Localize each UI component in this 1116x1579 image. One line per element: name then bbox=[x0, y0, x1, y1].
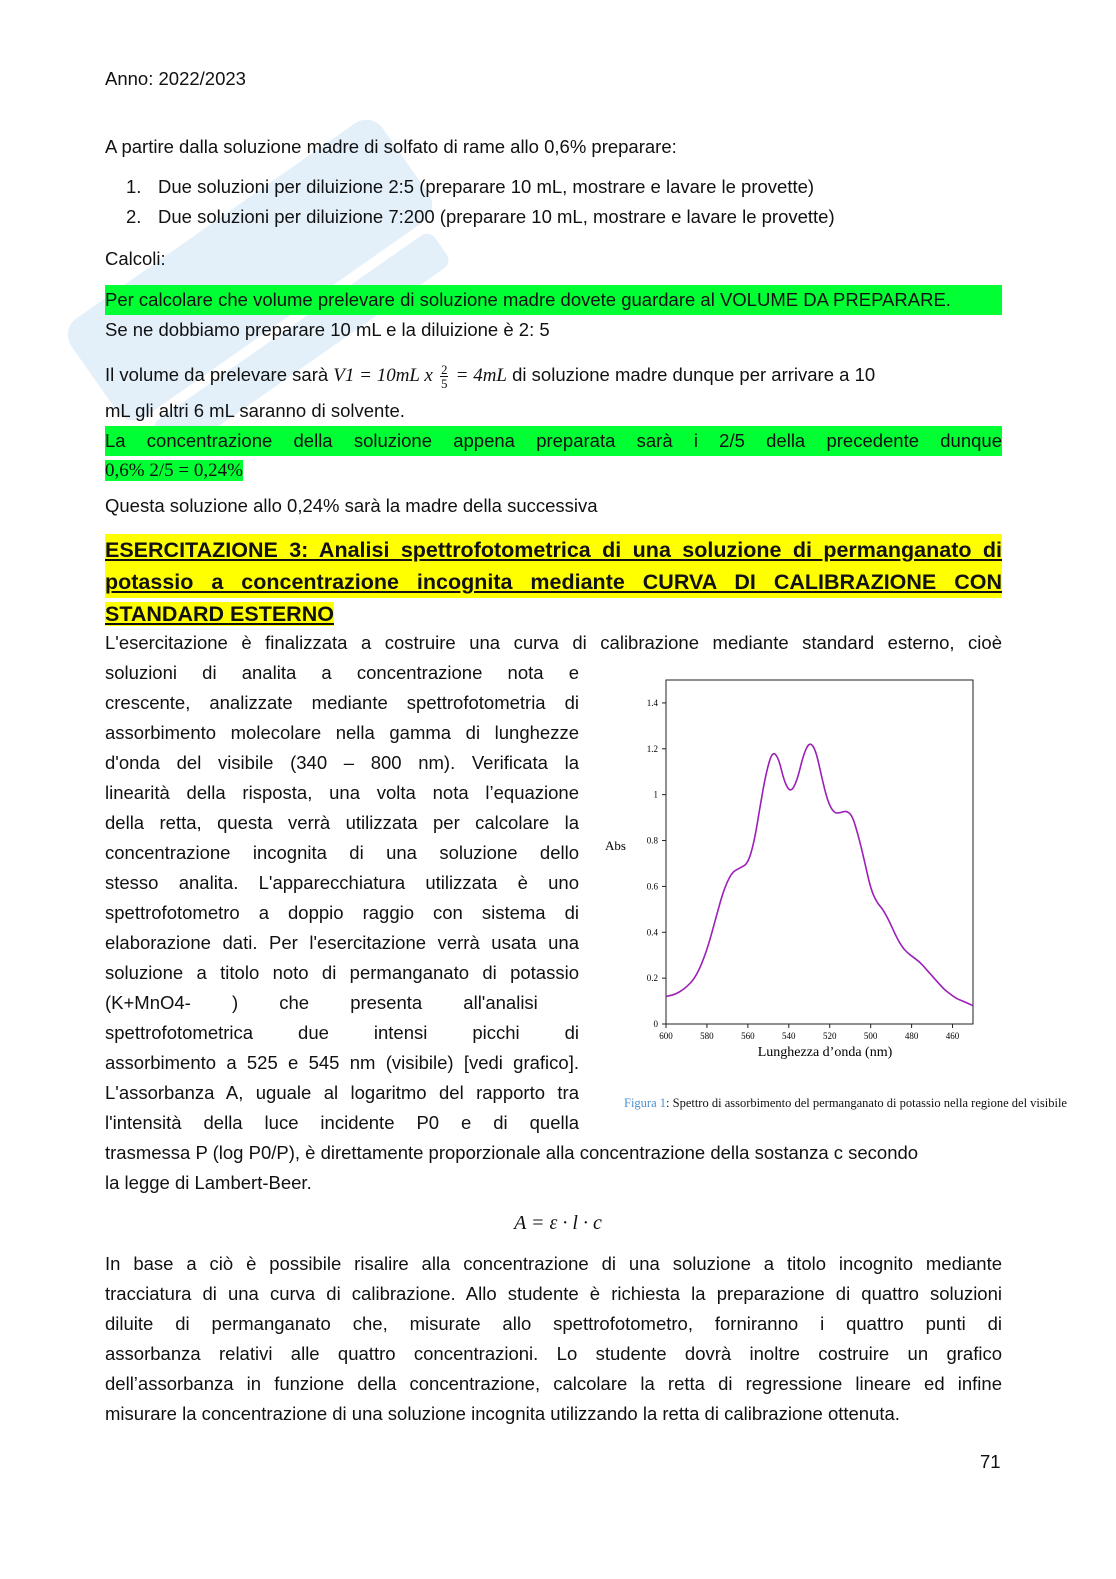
series-line bbox=[666, 744, 973, 1005]
equation-right: = 4mL bbox=[455, 365, 507, 386]
fraction bbox=[440, 363, 449, 390]
x-tick-label: 560 bbox=[741, 1031, 755, 1041]
y-tick-label: 0.6 bbox=[646, 881, 658, 892]
column-line: elaborazione dati. Per l'esercitazione verrà usata una bbox=[105, 932, 579, 953]
x-tick-label: 580 bbox=[700, 1031, 714, 1041]
paragraph2-line: dell’assorbanza in funzione della concentrazione, calcolare la retta di regressione lineare ed infine bbox=[105, 1373, 1002, 1394]
figure-number: Figura 1 bbox=[624, 1096, 667, 1110]
column-line: spettrofotometrica due intensi picchi di bbox=[105, 1022, 579, 1043]
list-item-text: Due soluzioni per diluizione 7:200 (preparare 10 mL, mostrare e lavare le provette) bbox=[158, 206, 835, 227]
y-tick-label: 1.4 bbox=[646, 697, 658, 708]
volume-pre-text: Il volume da prelevare sarà bbox=[105, 364, 329, 385]
column-line: l'intensità della luce incidente P0 e di quella bbox=[105, 1112, 579, 1133]
mother-solution-line: Questa soluzione allo 0,24% sarà la madre della successiva bbox=[105, 495, 598, 516]
fraction-denominator: 5 bbox=[440, 375, 448, 391]
column-line: assorbimento a 525 e 545 nm (visibile) [vedi grafico]. bbox=[105, 1052, 579, 1073]
column-line: L'assorbanza A, uguale al logaritmo del rapporto tra bbox=[105, 1082, 579, 1103]
y-axis-label: Abs bbox=[605, 838, 626, 853]
x-tick-label: 500 bbox=[863, 1031, 878, 1041]
section-heading-line3-text: STANDARD ESTERNO bbox=[105, 602, 334, 626]
plot-frame bbox=[666, 680, 973, 1024]
section-heading-line2: potassio a concentrazione incognita mediante CURVA DI CALIBRAZIONE CON bbox=[105, 566, 1002, 598]
solvent-line: mL gli altri 6 mL saranno di solvente. bbox=[105, 400, 405, 421]
paragraph2-line: diluite di permanganato che, misurate allo spettrofotometro, forniranno i quattro punti di bbox=[105, 1313, 1002, 1334]
list-item-text: Due soluzioni per diluizione 2:5 (preparare 10 mL, mostrare e lavare le provette) bbox=[158, 176, 815, 197]
column-line: della retta, questa verrà utilizzata per calcolare la bbox=[105, 812, 579, 833]
y-tick-label: 0 bbox=[653, 1019, 658, 1029]
column-line: soluzioni di analita a concentrazione nota e bbox=[105, 662, 579, 683]
column-line: spettrofotometro a doppio raggio con sistema di bbox=[105, 902, 579, 923]
list-item bbox=[126, 172, 815, 202]
list-item-number: 1. bbox=[126, 176, 142, 197]
x-axis-label: Lunghezza d’onda (nm) bbox=[757, 1045, 893, 1060]
equation-left: V1 = 10mL x bbox=[333, 365, 433, 386]
page-number: 71 bbox=[980, 1451, 1001, 1472]
y-tick-label: 0.2 bbox=[646, 973, 658, 984]
list-item-number: 2. bbox=[126, 206, 142, 227]
x-tick-label: 520 bbox=[822, 1031, 837, 1041]
paragraph2-line: assorbanza relativi alle quattro concentrazioni. Lo studente dovrà inoltre costruire un grafico bbox=[105, 1343, 1002, 1364]
fraction-numerator: 2 bbox=[440, 361, 448, 377]
highlight-concentration-value: 0,6% 2/5 = 0,24% bbox=[105, 460, 243, 481]
paragraph2-line: misurare la concentrazione di una soluzione incognita utilizzando la retta di calibrazione ottenuta. bbox=[105, 1403, 900, 1424]
y-tick-label: 1.2 bbox=[646, 743, 658, 754]
calcoli-label: Calcoli: bbox=[105, 248, 166, 269]
x-tick-label: 460 bbox=[945, 1031, 960, 1041]
paragraph1-first-line: L'esercitazione è finalizzata a costruire una curva di calibrazione mediante standard esterno, cioè bbox=[105, 632, 1002, 653]
list-item bbox=[126, 202, 835, 232]
column-line: concentrazione incognita di una soluzione dello bbox=[105, 842, 579, 863]
section-heading-line1: ESERCITAZIONE 3: Analisi spettrofotometrica di una soluzione di permanganato di bbox=[105, 534, 1002, 566]
highlight-concentration-line2 bbox=[105, 455, 243, 486]
prep-line: Se ne dobbiamo preparare 10 mL e la diluizione è 2: 5 bbox=[105, 319, 550, 340]
highlight-concentration-line1: La concentrazione della soluzione appena preparata sarà i 2/5 della precedente dunque bbox=[105, 426, 1002, 456]
volume-equation-line bbox=[105, 360, 1002, 391]
highlight-volume-note: Per calcolare che volume prelevare di soluzione madre dovete guardare al VOLUME DA PREPARARE. bbox=[105, 285, 1002, 315]
y-tick-label: 0.4 bbox=[646, 927, 658, 938]
y-tick-label: 0.8 bbox=[646, 835, 658, 846]
volume-post-text: di soluzione madre dunque per arrivare a 10 bbox=[512, 364, 876, 385]
column-line: linearità della risposta, una volta nota l’equazione bbox=[105, 782, 579, 803]
x-tick-label: 600 bbox=[659, 1031, 673, 1041]
paragraph1-tail1: trasmessa P (log P0/P), è direttamente proporzionale alla concentrazione della sostanza c secondo bbox=[105, 1142, 919, 1163]
y-tick-label: 1 bbox=[653, 789, 658, 800]
y-axis-ticks bbox=[647, 698, 666, 1029]
column-line: d'onda del visibile (340 – 800 nm). Verificata la bbox=[105, 752, 579, 773]
paragraph1-tail2: la legge di Lambert-Beer. bbox=[105, 1172, 312, 1193]
lambert-beer-formula: A = ε · l · c bbox=[514, 1212, 602, 1234]
column-line: crescente, analizzate mediante spettrofotometria di bbox=[105, 692, 579, 713]
column-line: assorbimento molecolare nella gamma di lunghezze bbox=[105, 722, 579, 743]
x-tick-label: 540 bbox=[782, 1031, 796, 1041]
x-tick-label: 480 bbox=[904, 1031, 919, 1041]
document-year: Anno: 2022/2023 bbox=[105, 68, 246, 89]
column-line: (K+MnO4- ) che presenta all'analisi bbox=[105, 992, 538, 1013]
figure-caption bbox=[624, 1096, 1067, 1111]
paragraph2-line: tracciatura di una curva di calibrazione. Allo studente è richiesta la preparazione di quattro soluzioni bbox=[105, 1283, 1002, 1304]
paragraph2-line: In base a ciò è possibile risalire alla concentrazione di una soluzione a titolo incognito mediante bbox=[105, 1253, 1002, 1274]
column-line: soluzione a titolo noto di permanganato di potassio bbox=[105, 962, 579, 983]
intro-text: A partire dalla soluzione madre di solfato di rame allo 0,6% preparare: bbox=[105, 136, 677, 157]
figure-caption-text: : Spettro di assorbimento del permanganato di potassio nella regione del visibile bbox=[666, 1096, 1067, 1110]
column-line: stesso analita. L'apparecchiatura utilizzata è uno bbox=[105, 872, 579, 893]
absorption-spectrum-chart bbox=[600, 670, 1000, 1070]
section-heading-line3 bbox=[105, 598, 334, 630]
x-axis-ticks bbox=[659, 1024, 960, 1041]
